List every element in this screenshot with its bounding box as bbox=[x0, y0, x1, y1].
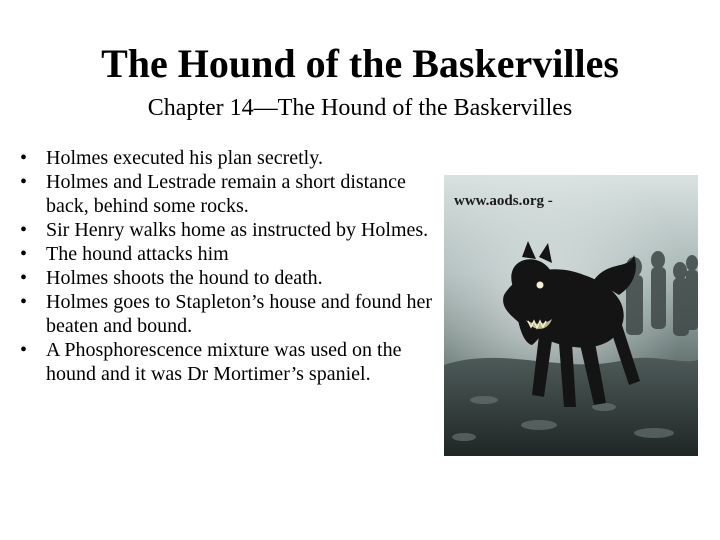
slide-subtitle: Chapter 14—The Hound of the Baskervilles bbox=[147, 95, 573, 121]
bullet-item bbox=[20, 266, 440, 290]
bullet-icon: • bbox=[20, 267, 28, 289]
bullet-list bbox=[20, 146, 440, 386]
bullet-item bbox=[20, 290, 440, 338]
bullet-icon: • bbox=[20, 339, 28, 361]
bullet-item bbox=[20, 338, 440, 386]
bullet-text: Holmes goes to Stapleton’s house and found her beaten and bound. bbox=[46, 291, 433, 337]
bullet-text: Holmes and Lestrade remain a short distance back, behind some rocks. bbox=[46, 171, 406, 217]
bullet-icon: • bbox=[20, 147, 28, 169]
slide-title: The Hound of the Baskervilles bbox=[101, 41, 619, 86]
bullet-item bbox=[20, 242, 440, 266]
bullet-text: Holmes executed his plan secretly. bbox=[46, 147, 323, 169]
bullet-text: The hound attacks him bbox=[46, 243, 229, 265]
hound-illustration-svg bbox=[444, 175, 698, 456]
bullet-item bbox=[20, 146, 440, 170]
bullet-icon: • bbox=[20, 291, 28, 313]
bullet-item bbox=[20, 170, 440, 218]
bullet-icon: • bbox=[20, 219, 28, 241]
watermark-text: www.aods.org - bbox=[454, 193, 553, 209]
hound-illustration bbox=[444, 175, 698, 456]
bullet-text: Sir Henry walks home as instructed by Holmes. bbox=[46, 219, 429, 241]
bullet-icon: • bbox=[20, 243, 28, 265]
bullet-icon: • bbox=[20, 171, 28, 193]
bullet-text: A Phosphorescence mixture was used on the hound and it was Dr Mortimer’s spaniel. bbox=[46, 339, 402, 385]
bullet-text: Holmes shoots the hound to death. bbox=[46, 267, 323, 289]
bullet-item bbox=[20, 218, 440, 242]
